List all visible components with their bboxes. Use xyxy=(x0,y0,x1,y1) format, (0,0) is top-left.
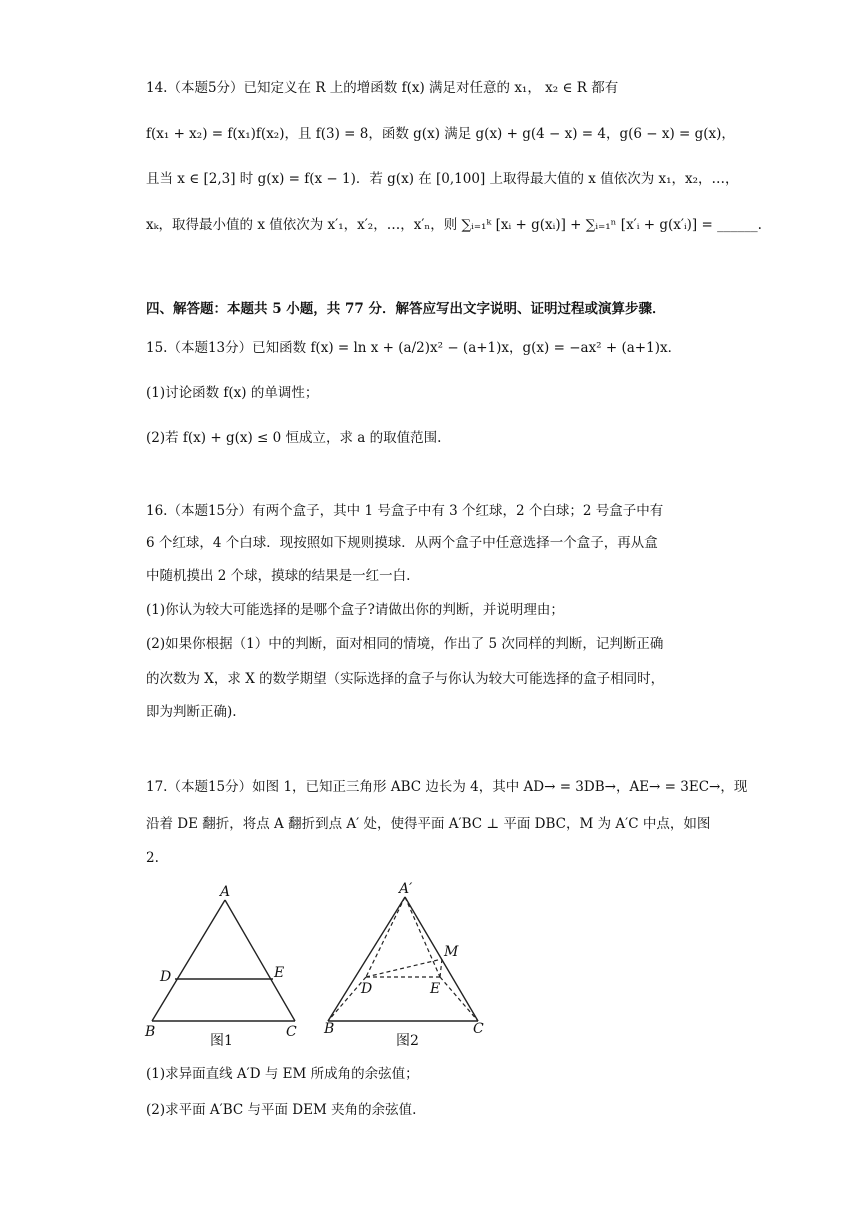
q16-line-1: 16.（本题15分）有两个盒子，其中 1 号盒子中有 3 个红球，2 个白球；2 号盒子中有 xyxy=(146,503,664,519)
segment-dm xyxy=(366,959,442,977)
q16-line-2: 6 个红球，4 个白球．现按照如下规则摸球．从两个盒子中任意选择一个盒子，再从盒 xyxy=(146,535,658,551)
segment-a-prime-d xyxy=(366,897,405,977)
q14-line-3: 且当 x ∈ [2,3] 时 g(x) = f(x − 1)．若 g(x) 在 [0,100] 上取得最大值的 x 值依次为 x₁，x₂，…， xyxy=(146,171,739,187)
q17-line-1: 17.（本题15分）如图 1，已知正三角形 ABC 边长为 4，其中 AD→ = 3DB→，AE→ = 3EC→，现 xyxy=(146,779,748,795)
q16-line-7: 即为判断正确). xyxy=(146,704,237,720)
label-d: D xyxy=(160,969,172,985)
section-header: 四、解答题：本题共 5 小题，共 77 分．解答应写出文字说明、证明过程或演算步骤． xyxy=(146,301,666,317)
label-c: C xyxy=(286,1024,297,1040)
segment-a-prime-e xyxy=(405,897,440,977)
label-b: B xyxy=(324,1021,335,1037)
label-c: C xyxy=(473,1021,484,1037)
label-a: A xyxy=(220,884,231,900)
label-e: E xyxy=(274,965,285,981)
q16-line-6: 的次数为 X，求 X 的数学期望（实际选择的盒子与你认为较大可能选择的盒子相同时， xyxy=(146,671,665,687)
edge-ac xyxy=(225,900,295,1021)
q16-line-4: (1)你认为较大可能选择的是哪个盒子?请做出你的判断，并说明理由； xyxy=(146,602,564,618)
label-a-prime: A′ xyxy=(399,881,413,897)
q17-line-3: 2. xyxy=(146,850,159,866)
figure-1-equilateral-triangle xyxy=(140,880,310,1055)
label-e: E xyxy=(430,981,441,997)
q14-line-1: 14.（本题5分）已知定义在 R 上的增函数 f(x) 满足对任意的 x₁， x₂ ∈ R 都有 xyxy=(146,80,619,96)
segment-em xyxy=(440,959,442,977)
q16-line-3: 中随机摸出 2 个球，摸球的结果是一红一白. xyxy=(146,568,411,584)
q15-line-2: (1)讨论函数 f(x) 的单调性； xyxy=(146,385,319,401)
label-m: M xyxy=(444,944,459,960)
figure-2-folded-pyramid xyxy=(320,875,500,1055)
q17-line-4: (1)求异面直线 A′D 与 EM 所成角的余弦值； xyxy=(146,1066,419,1082)
label-d: D xyxy=(361,981,373,997)
q16-line-5: (2)如果你根据（1）中的判断，面对相同的情境，作出了 5 次同样的判断，记判断正确 xyxy=(146,636,664,652)
figure-2-caption: 图2 xyxy=(396,1033,419,1049)
edge-ab xyxy=(152,900,225,1021)
q15-line-1: 15.（本题13分）已知函数 f(x) = ln x + (a/2)x² − (a+1)x，g(x) = −ax² + (a+1)x． xyxy=(146,340,682,356)
label-b: B xyxy=(145,1024,156,1040)
q15-line-3: (2)若 f(x) + g(x) ≤ 0 恒成立，求 a 的取值范围. xyxy=(146,430,442,446)
q17-line-5: (2)求平面 A′BC 与平面 DEM 夹角的余弦值. xyxy=(146,1102,417,1118)
q17-line-2: 沿着 DE 翻折，将点 A 翻折到点 A′ 处，使得平面 A′BC ⊥ 平面 DBC，M 为 A′C 中点，如图 xyxy=(146,816,711,832)
figure-1-caption: 图1 xyxy=(210,1033,233,1049)
segment-ec xyxy=(440,977,478,1021)
q14-line-2: f(x₁ + x₂) = f(x₁)f(x₂)，且 f(3) = 8，函数 g(x) 满足 g(x) + g(4 − x) = 4，g(6 − x) = g(x)， xyxy=(146,126,735,142)
edge-a-prime-b xyxy=(328,897,405,1021)
q14-line-4: xₖ，取得最小值的 x 值依次为 x′₁，x′₂，…，x′ₙ，则 ∑ᵢ₌₁ᵏ [xᵢ + g(xᵢ)] + ∑ᵢ₌₁ⁿ [x′ᵢ + g(x′ᵢ)] = ______. xyxy=(146,217,762,233)
